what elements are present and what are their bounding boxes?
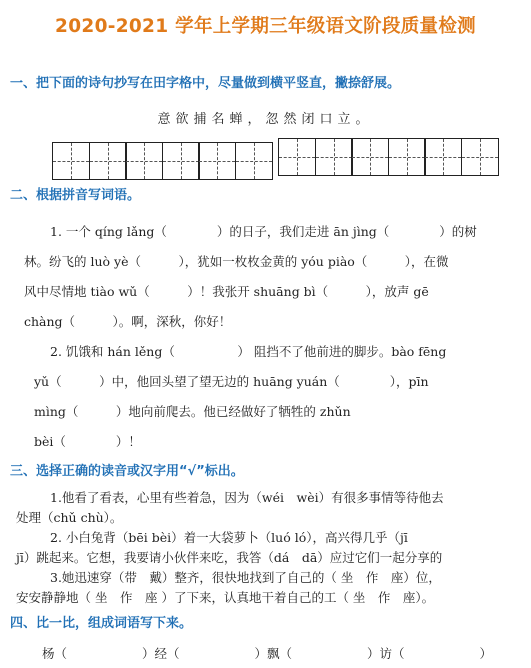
tianzige-grid-right (278, 138, 498, 176)
tianzige-cell (424, 138, 462, 176)
choice-line: 处理（chǔ chù）。 (16, 510, 123, 525)
exam-title: 2020-2021 学年上学期三年级语文阶段质量检测 (55, 16, 476, 37)
section-2-heading: 二、根据拼音写词语。 (10, 188, 141, 203)
pinyin-line: 林。纷飞的 luò yè（ ），犹如一枚枚金黄的 yóu piào（ ），在微 (24, 254, 449, 269)
choice-line: 1.他看了看表，心里有些着急，因为（wéi wèi）有很多事情等待他去 (50, 490, 444, 505)
tianzige-cell (235, 142, 273, 180)
choice-line: 安安静静地（ 坐 作 座 ）了下来，认真地干着自己的工（ 坐 作 座）。 (16, 590, 435, 605)
tianzige-cell (125, 142, 163, 180)
tianzige-cell (351, 138, 389, 176)
pinyin-line: bèi（ ）！ (34, 434, 141, 449)
tianzige-cell (315, 138, 353, 176)
tianzige-cell (52, 142, 90, 180)
word-compare-line: 杨（ ）经（ ）飘（ ）访（ ） (42, 646, 493, 661)
choice-line: jī）跳起来。它想，我要请小伙伴来吃，我答（dá dā）应过它们一起分享的 (16, 550, 443, 565)
tianzige-cell (89, 142, 127, 180)
section-3-heading: 三、选择正确的读音或汉字用“√”标出。 (10, 464, 244, 479)
tianzige-cell (461, 138, 499, 176)
tianzige-cell (388, 138, 426, 176)
choice-line: 3.她迅速穿（带 戴）整齐，很快地找到了自己的（ 坐 作 座）位， (50, 570, 441, 585)
tianzige-grid-left (52, 142, 272, 180)
section-1-heading: 一、把下面的诗句抄写在田字格中，尽量做到横平竖直，撇捺舒展。 (10, 76, 401, 91)
tianzige-cell (162, 142, 200, 180)
choice-line: 2. 小白兔背（bēi bèi）着一大袋萝卜（luó ló），高兴得几乎（jī (50, 530, 408, 545)
tianzige-cell (278, 138, 316, 176)
poem-line: 意欲捕名蝉，忽然闭口立。 (157, 112, 374, 127)
section-4-heading: 四、比一比，组成词语写下来。 (10, 616, 193, 631)
pinyin-line: 风中尽情地 tiào wǔ（ ）！我张开 shuāng bì（ ），放声 gē (24, 284, 429, 299)
pinyin-line: mìng（ ）地向前爬去。他已经做好了牺牲的 zhǔn (34, 404, 351, 419)
pinyin-line: chàng（ ）。啊，深秋，你好！ (24, 314, 232, 329)
pinyin-line: 2. 饥饿和 hán lěng（ ） 阻挡不了他前进的脚步。bào fēng (50, 344, 447, 359)
pinyin-line: 1. 一个 qíng lǎng（ ）的日子，我们走进 ān jìng（ ）的树 (50, 224, 477, 239)
tianzige-cell (198, 142, 236, 180)
pinyin-line: yǔ（ ）中，他回头望了望无边的 huāng yuán（ ），pīn (34, 374, 429, 389)
